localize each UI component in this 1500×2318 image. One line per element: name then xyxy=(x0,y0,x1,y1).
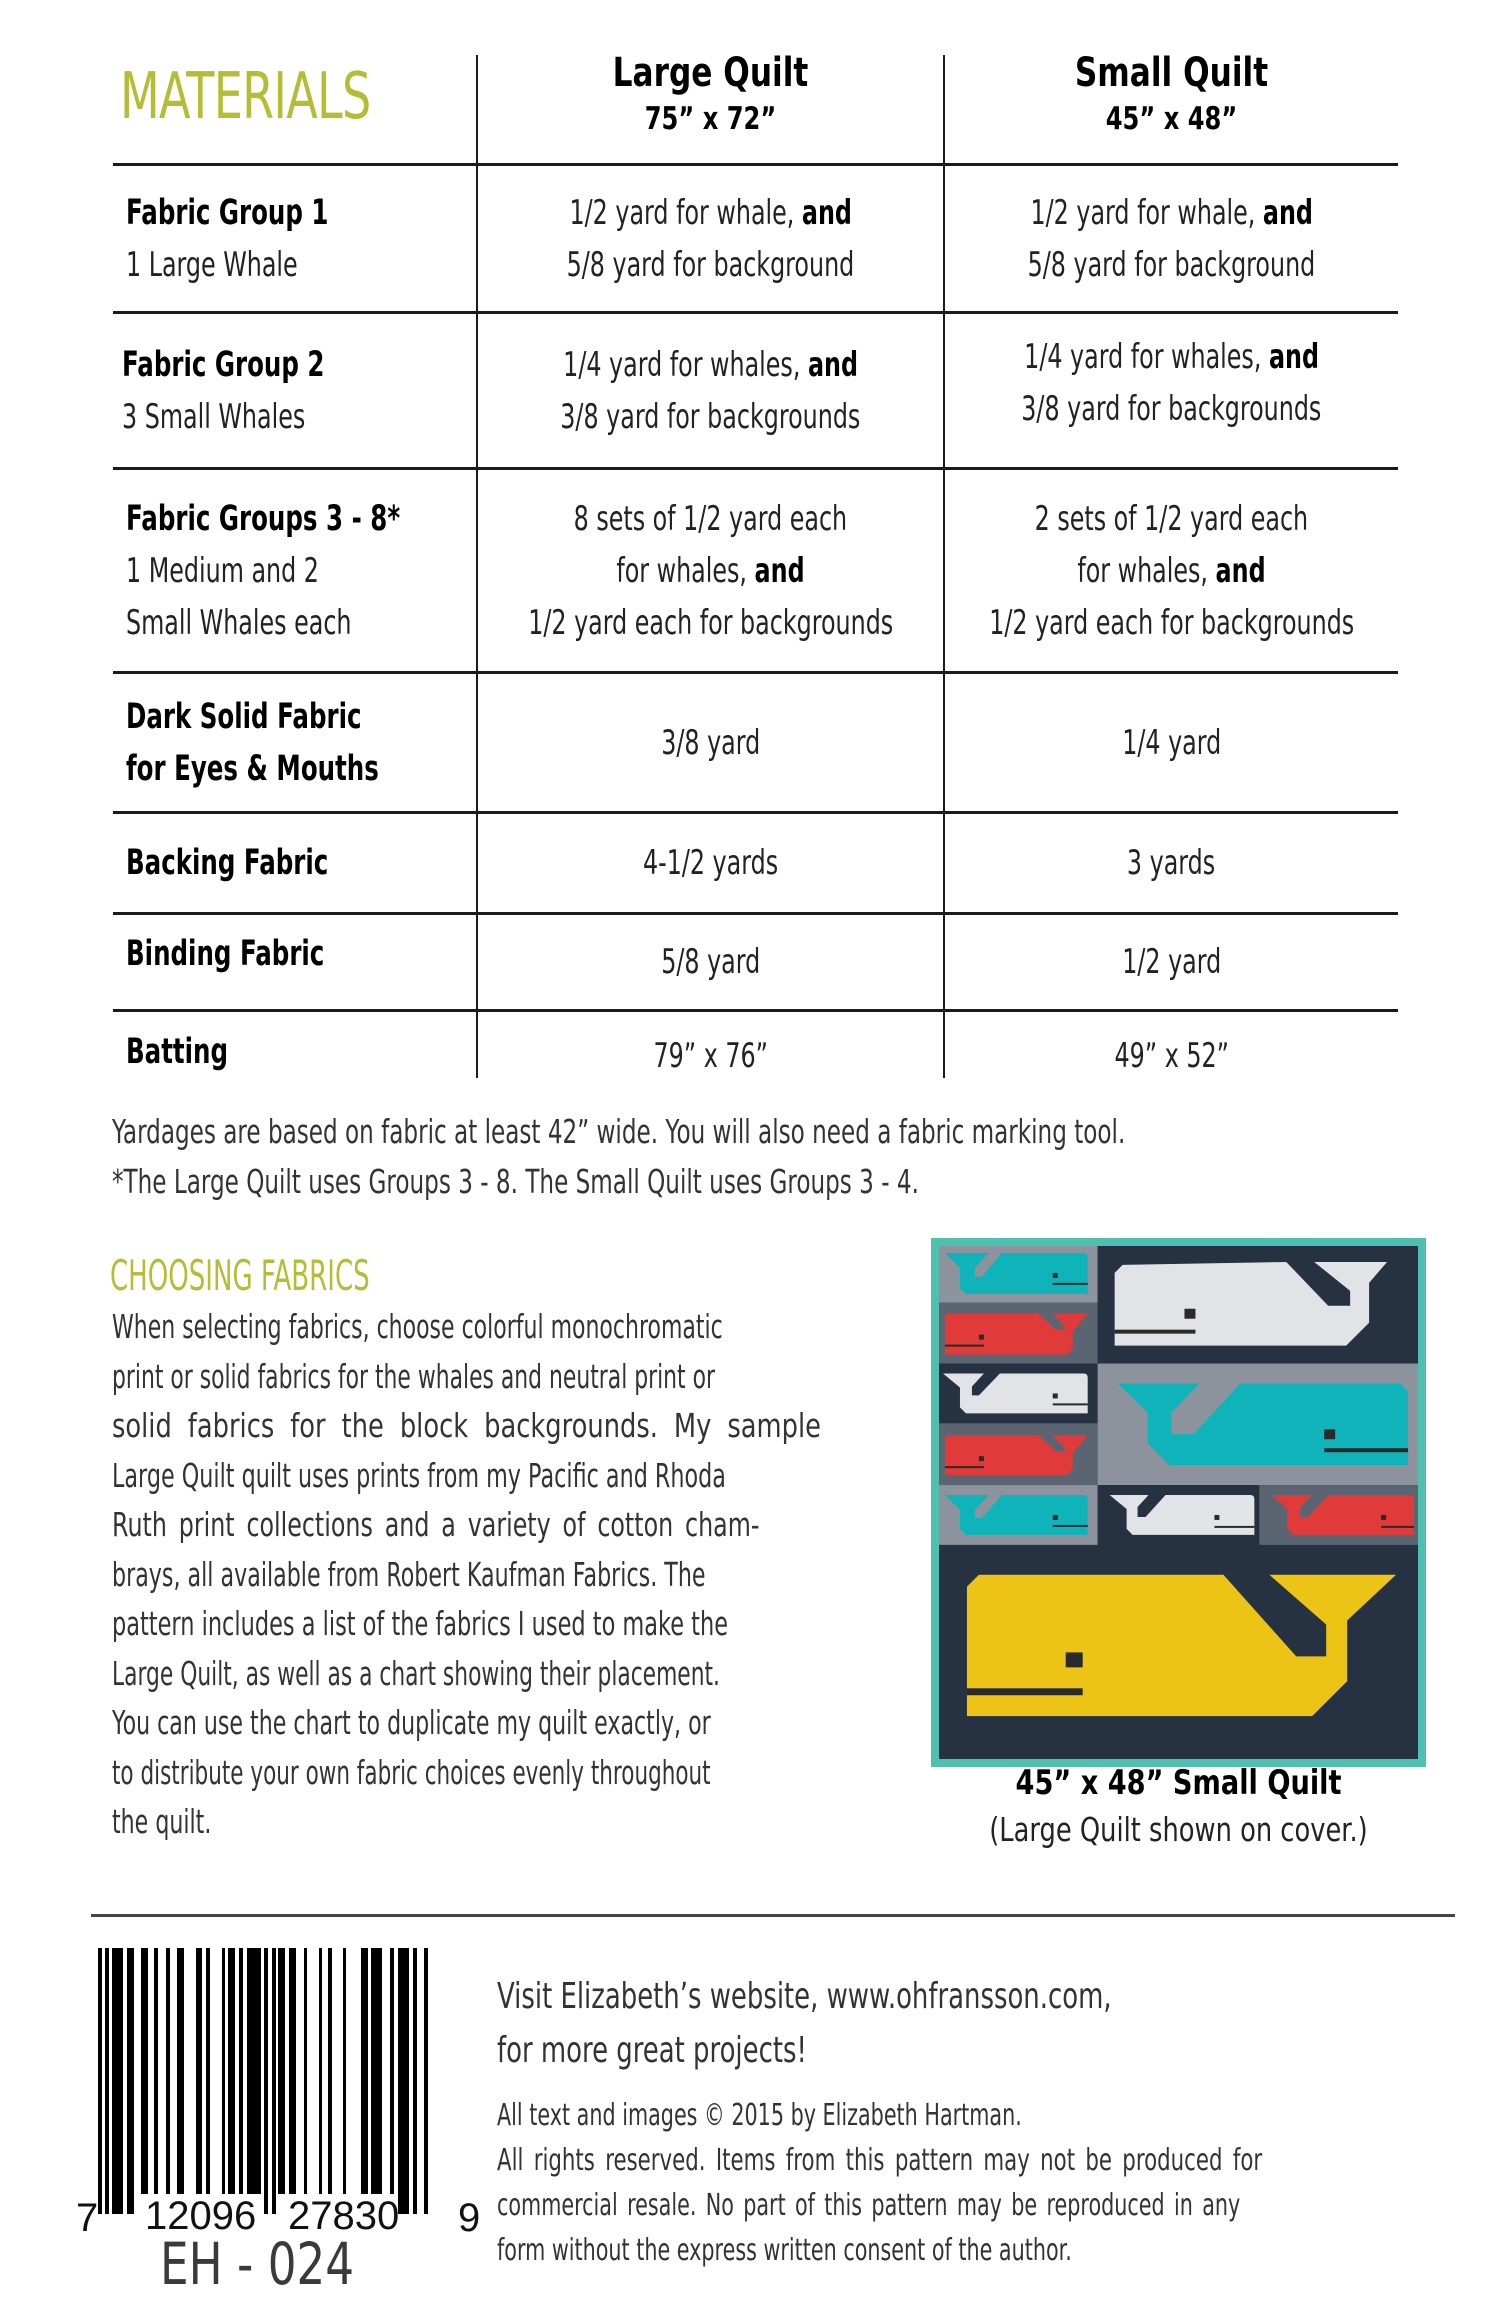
table-cell-small xyxy=(945,470,1398,671)
cell-text: 8 sets of 1/2 yard each xyxy=(573,498,848,539)
row-label: Fabric Groups 3 - 8* xyxy=(126,498,401,539)
table-cell-small xyxy=(945,306,1398,459)
body-line: You can use the chart to duplicate my quilt exactly, or xyxy=(112,1703,711,1742)
table-row-label xyxy=(126,814,476,912)
cell-text: 5/8 yard for background xyxy=(566,244,855,285)
row-label: Dark Solid Fabric xyxy=(126,696,362,737)
row-label: Binding Fabric xyxy=(126,934,325,974)
row-sublabel: 1 Large Whale xyxy=(126,244,298,285)
choosing-fabrics-body xyxy=(112,1302,864,1847)
cell-text: 5/8 yard for background xyxy=(1027,244,1316,285)
cell-text-bold: and xyxy=(1262,192,1313,233)
table-cell-small xyxy=(945,166,1398,311)
cell-text: 49” x 52” xyxy=(1114,1036,1229,1076)
table-cell-small xyxy=(945,814,1398,912)
cell-text: 79” x 76” xyxy=(653,1036,768,1076)
website-line: for more great projects! xyxy=(497,2030,807,2071)
table-row-label xyxy=(126,905,476,1003)
cell-text: for whales, xyxy=(616,550,755,591)
table-row-label xyxy=(126,166,471,311)
barcode-digits-left: 12096 xyxy=(145,2194,257,2238)
row-label: Fabric Group 2 xyxy=(122,344,325,385)
cell-text: for whales, xyxy=(1077,550,1216,591)
cell-text: 1/2 yard xyxy=(1121,942,1222,982)
cell-text: 1/4 yard for whales, xyxy=(1024,336,1269,377)
body-line: the quilt. xyxy=(112,1802,212,1841)
table-row-label xyxy=(126,470,476,671)
column-size: 45” x 48” xyxy=(1105,101,1238,137)
barcode-digits-right: 27830 xyxy=(288,2194,400,2238)
cell-text: 4-1/2 yards xyxy=(642,843,779,883)
cell-text: 1/2 yard each for backgrounds xyxy=(989,602,1355,643)
footer-divider xyxy=(91,1914,1455,1917)
cell-text: 1/4 yard xyxy=(1121,722,1222,763)
cell-text: 3/8 yard for backgrounds xyxy=(560,396,861,437)
table-cell-small xyxy=(945,915,1398,1009)
copyright-line: All rights reserved. Items from this pattern may not be produced for xyxy=(497,2143,1263,2178)
body-line: brays, all available from Robert Kaufman Fabrics. The xyxy=(112,1554,706,1594)
body-line: pattern includes a list of the fabrics I used to make the xyxy=(112,1604,729,1643)
row-sublabel: 1 Medium and 2 xyxy=(126,550,319,591)
whale-quilt-illustration xyxy=(939,1246,1418,1759)
website-line: Visit Elizabeth’s website, www.ohfransson.com, xyxy=(497,1976,1112,2017)
quilt-subcaption: (Large Quilt shown on cover.) xyxy=(989,1810,1368,1849)
pattern-sku: EH - 024 xyxy=(160,2230,355,2298)
cell-text: 1/2 yard for whale, xyxy=(1030,192,1263,233)
column-header-large-quilt xyxy=(478,48,943,140)
row-label: for Eyes & Mouths xyxy=(126,748,379,789)
body-line: When selecting fabrics, choose colorful monochromatic xyxy=(112,1307,723,1346)
table-cell-large xyxy=(478,814,943,912)
small-quilt-image xyxy=(931,1238,1426,1767)
cell-text: 1/4 yard for whales, xyxy=(563,344,808,385)
yardage-note: Yardages are based on fabric at least 42” wide. You will also need a fabric marking tool. xyxy=(112,1112,1126,1151)
materials-heading: MATERIALS xyxy=(120,60,371,134)
choosing-fabrics-heading: CHOOSING FABRICS xyxy=(110,1251,370,1300)
body-line: Ruth print collections and a variety of cotton cham- xyxy=(112,1505,760,1544)
column-size: 75” x 72” xyxy=(644,101,777,137)
body-line: Large Quilt quilt uses prints from my Pacific and Rhoda xyxy=(112,1455,726,1495)
cell-text-bold: and xyxy=(801,192,852,233)
cell-text: 1/2 yard each for backgrounds xyxy=(528,602,894,643)
cell-text: 1/2 yard for whale, xyxy=(569,192,802,233)
table-row-label xyxy=(122,314,467,467)
body-line: to distribute your own fabric choices evenly throughout xyxy=(112,1752,711,1792)
cell-text-bold: and xyxy=(1268,336,1319,377)
row-label: Batting xyxy=(126,1032,229,1072)
table-row-label xyxy=(126,1012,476,1092)
copyright-line: commercial resale. No part of this pattern may be reproduced in any xyxy=(497,2188,1241,2223)
table-cell-small xyxy=(945,674,1398,811)
quilt-caption: 45” x 48” Small Quilt xyxy=(1015,1763,1342,1803)
table-cell-large xyxy=(478,470,943,671)
table-cell-large xyxy=(478,915,943,1009)
cell-text: 3/8 yard for backgrounds xyxy=(1021,388,1322,429)
table-cell-small xyxy=(945,1012,1398,1100)
barcode-digit-last: 9 xyxy=(458,2196,481,2240)
table-cell-large xyxy=(478,674,943,811)
column-title: Large Quilt xyxy=(612,50,809,96)
barcode-digit-first: 7 xyxy=(76,2196,99,2240)
row-sublabel: Small Whales each xyxy=(126,602,352,643)
cell-text-bold: and xyxy=(807,344,858,385)
cell-text-bold: and xyxy=(1215,550,1266,591)
body-line: solid fabrics for the block backgrounds. My sample xyxy=(112,1406,821,1445)
table-row-label xyxy=(126,674,476,811)
cell-text: 3/8 yard xyxy=(660,722,761,763)
cell-text: 2 sets of 1/2 yard each xyxy=(1034,498,1309,539)
table-cell-large xyxy=(478,314,943,467)
copyright-line: All text and images © 2015 by Elizabeth Hartman. xyxy=(497,2098,1022,2133)
body-line: print or solid fabrics for the whales and neutral print or xyxy=(112,1356,715,1396)
row-label: Backing Fabric xyxy=(126,843,329,883)
column-header-small-quilt xyxy=(945,48,1398,140)
row-sublabel: 3 Small Whales xyxy=(122,396,306,437)
row-label: Fabric Group 1 xyxy=(126,192,329,233)
cell-text: 3 yards xyxy=(1127,843,1216,883)
cell-text: 5/8 yard xyxy=(660,942,761,982)
table-cell-large xyxy=(478,1012,943,1100)
table-cell-large xyxy=(478,166,943,311)
body-line: Large Quilt, as well as a chart showing their placement. xyxy=(112,1653,720,1693)
column-title: Small Quilt xyxy=(1074,50,1269,96)
barcode xyxy=(76,1948,481,2254)
copyright-line: form without the express written consent of the author. xyxy=(497,2233,1072,2268)
groups-footnote: *The Large Quilt uses Groups 3 - 8. The Small Quilt uses Groups 3 - 4. xyxy=(112,1162,919,1201)
cell-text-bold: and xyxy=(754,550,805,591)
